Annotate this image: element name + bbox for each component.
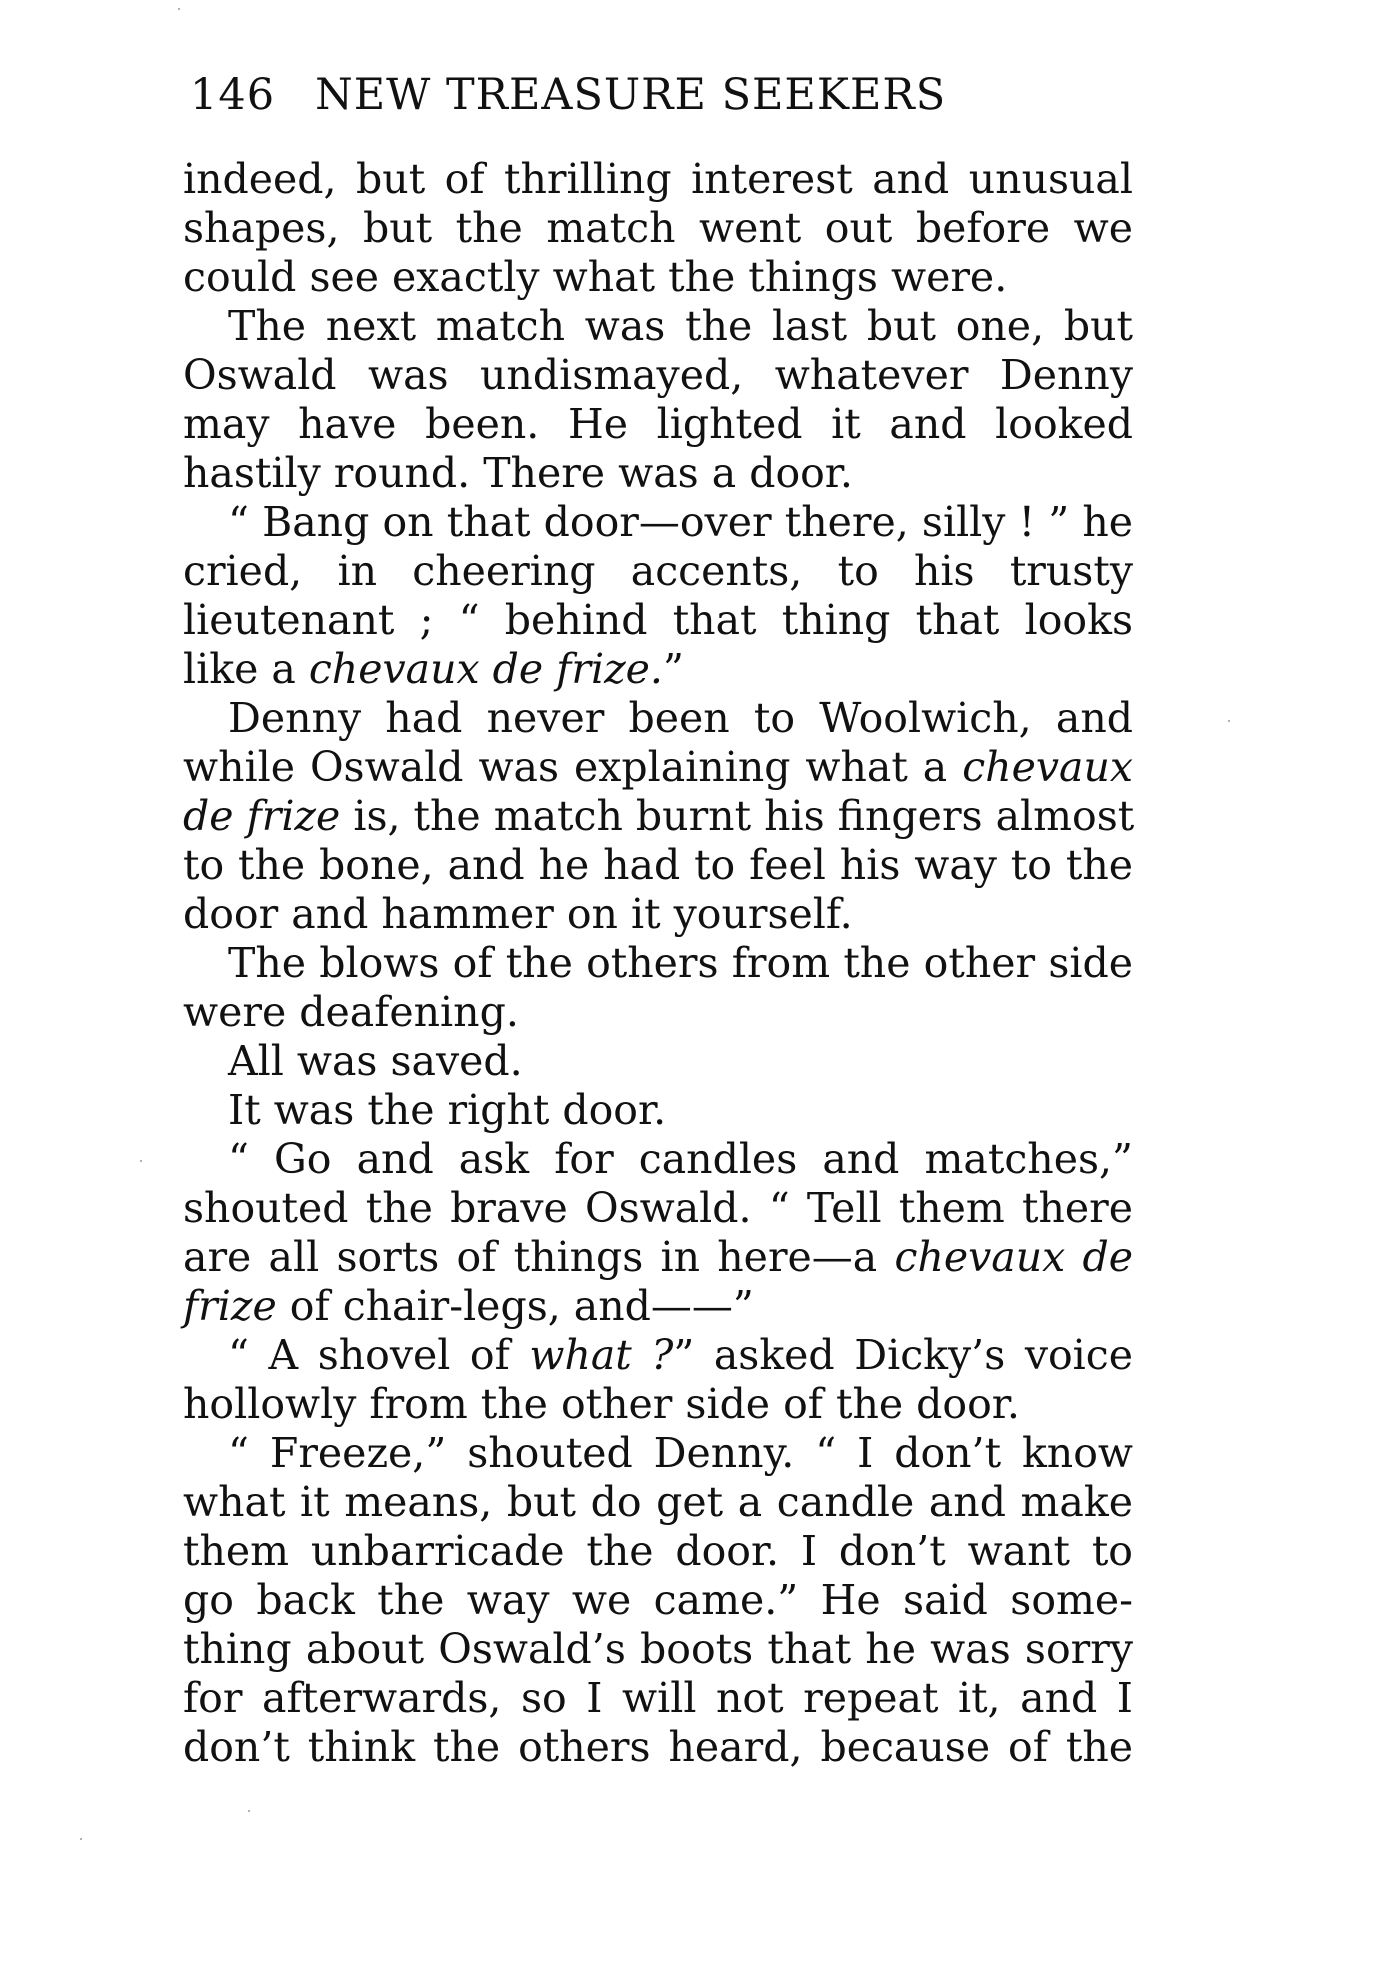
text-line (183, 1429, 1133, 1478)
page-number: 146 (190, 70, 276, 120)
text-run: hollowly from the other side of the door. (183, 1380, 1020, 1428)
text-run: go back the way we came.” He said some- (183, 1576, 1133, 1624)
text-run: cried, in cheering accents, to his trusty (183, 547, 1133, 595)
text-line (183, 1184, 1133, 1233)
text-line (183, 498, 1133, 547)
running-header (190, 60, 1190, 130)
text-line (183, 351, 1133, 400)
text-line (183, 1625, 1133, 1674)
italic-text: chevaux de frize. (308, 645, 663, 693)
italic-text: chevaux de (894, 1233, 1133, 1281)
text-run: thing about Oswald’s boots that he was sorry (183, 1625, 1133, 1673)
text-line (183, 1674, 1133, 1723)
text-run: could see exactly what the things were. (183, 253, 1008, 301)
text-run: It was the right door. (228, 1086, 667, 1134)
text-line (183, 1527, 1133, 1576)
text-line (183, 1282, 1133, 1331)
italic-text: what ? (529, 1331, 674, 1379)
text-run: door and hammer on it yourself. (183, 890, 853, 938)
text-run: is, the match burnt his fingers almost (340, 792, 1135, 840)
text-line (183, 1331, 1133, 1380)
text-run: Oswald was undismayed, whatever Denny (183, 351, 1133, 399)
text-run: The next match was the last but one, but (228, 302, 1133, 350)
text-run: what it means, but do get a candle and make (183, 1478, 1133, 1526)
text-run: may have been. He lighted it and looked (183, 400, 1133, 448)
text-line (183, 1380, 1133, 1429)
paper-speck (1228, 720, 1230, 722)
text-run: ” asked Dicky’s voice (673, 1331, 1134, 1379)
text-run: shouted the brave Oswald. “ Tell them there (183, 1184, 1133, 1232)
text-line (183, 645, 1133, 694)
text-run: “ A shovel of (228, 1331, 530, 1379)
text-run: shapes, but the match went out before we (183, 204, 1133, 252)
text-run: were deafening. (183, 988, 519, 1036)
text-line (183, 1478, 1133, 1527)
text-line (183, 547, 1133, 596)
text-run: ” (662, 645, 684, 693)
text-run: “ Freeze,” shouted Denny. “ I don’t know (228, 1429, 1133, 1477)
text-line (183, 841, 1133, 890)
text-line (183, 988, 1133, 1037)
paper-speck (248, 1810, 250, 1812)
text-run: “ Bang on that door—over there, silly ! ” he (228, 498, 1133, 546)
body-text (183, 155, 1133, 1772)
text-line (183, 1086, 1133, 1135)
paper-speck (178, 8, 180, 10)
text-run: don’t think the others heard, because of the (183, 1723, 1133, 1771)
text-run: Denny had never been to Woolwich, and (228, 694, 1133, 742)
text-line (183, 204, 1133, 253)
text-run: All was saved. (228, 1037, 523, 1085)
text-run: indeed, but of thrilling interest and unusual (183, 155, 1133, 203)
text-run: are all sorts of things in here—a (183, 1233, 895, 1281)
text-run: while Oswald was explaining what a (183, 743, 963, 791)
text-line (183, 253, 1133, 302)
text-run: lieutenant ; “ behind that thing that looks (183, 596, 1133, 644)
text-run: like a (183, 645, 309, 693)
text-line (183, 400, 1133, 449)
text-line (183, 1723, 1133, 1772)
text-run: The blows of the others from the other side (228, 939, 1133, 987)
text-line (183, 743, 1133, 792)
text-run: to the bone, and he had to feel his way to the (183, 841, 1133, 889)
text-run: hastily round. There was a door. (183, 449, 853, 497)
text-run: “ Go and ask for candles and matches,” (228, 1135, 1133, 1183)
text-line (183, 694, 1133, 743)
text-line (183, 596, 1133, 645)
text-line (183, 155, 1133, 204)
text-line (183, 1135, 1133, 1184)
italic-text: de frize (183, 792, 341, 840)
text-line (183, 1576, 1133, 1625)
paper-speck (140, 1160, 142, 1162)
text-line (183, 939, 1133, 988)
text-line (183, 890, 1133, 939)
text-line (183, 1233, 1133, 1282)
text-line (183, 302, 1133, 351)
text-line (183, 792, 1133, 841)
running-title: NEW TREASURE SEEKERS (315, 70, 947, 120)
text-run: for afterwards, so I will not repeat it, and I (183, 1674, 1133, 1722)
text-run: of chair-legs, and——” (276, 1282, 754, 1330)
text-run: them unbarricade the door. I don’t want to (183, 1527, 1133, 1575)
text-line (183, 449, 1133, 498)
text-line (183, 1037, 1133, 1086)
paper-speck (80, 1838, 82, 1840)
italic-text: frize (183, 1282, 277, 1330)
italic-text: chevaux (962, 743, 1133, 791)
